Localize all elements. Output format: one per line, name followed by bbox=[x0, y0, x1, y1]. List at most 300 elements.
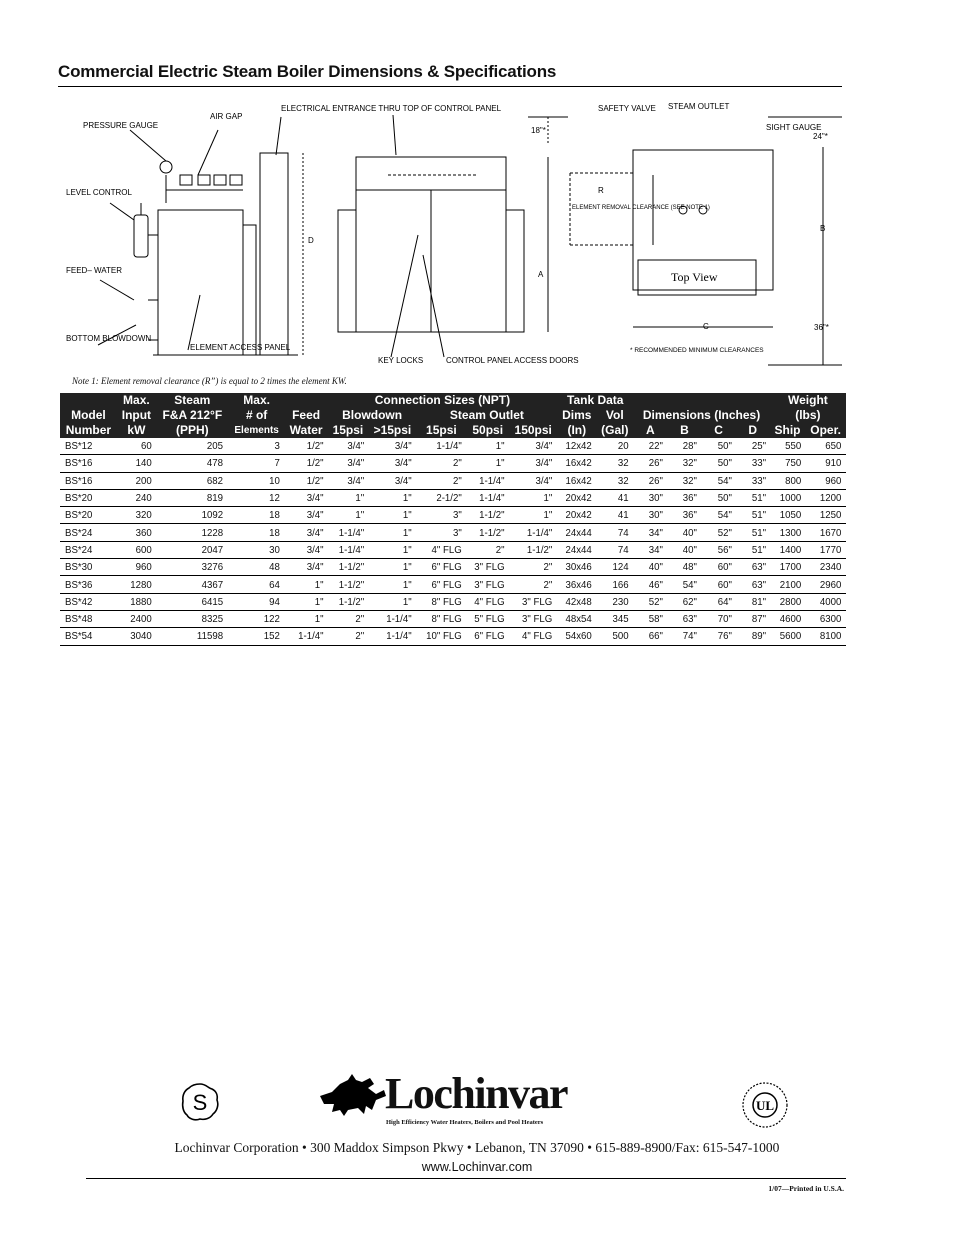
table-cell: 52" bbox=[703, 524, 734, 541]
table-cell: 46" bbox=[635, 576, 666, 593]
table-cell: 4" FLG bbox=[468, 593, 508, 610]
top-view-boiler bbox=[633, 150, 773, 290]
label-top-view: Top View bbox=[671, 270, 718, 284]
table-cell: BS*24 bbox=[62, 541, 114, 558]
table-cell: 230 bbox=[598, 593, 632, 610]
header-cell: Max. bbox=[117, 393, 156, 408]
dimension-drawing bbox=[58, 95, 842, 385]
table-cell: 3/4" bbox=[370, 472, 415, 489]
table-cell: 51" bbox=[737, 507, 768, 524]
table-cell: BS*48 bbox=[62, 610, 114, 627]
label-sight-gauge: SIGHT GAUGE bbox=[766, 123, 822, 132]
header-col: (In) bbox=[557, 423, 596, 438]
table-cell: 478 bbox=[159, 455, 226, 472]
table-cell: 76" bbox=[703, 628, 734, 645]
table-cell: 63" bbox=[669, 610, 700, 627]
table-cell: 1" bbox=[370, 593, 415, 610]
table-cell: 8" FLG bbox=[419, 610, 465, 627]
table-cell: 1" bbox=[286, 593, 326, 610]
table-cell: 94 bbox=[231, 593, 282, 610]
table-cell: 66" bbox=[635, 628, 666, 645]
table-cell: 1" bbox=[511, 507, 555, 524]
table-cell: 1" bbox=[370, 524, 415, 541]
table-cell: 166 bbox=[598, 576, 632, 593]
table-cell: 960 bbox=[118, 559, 154, 576]
table-cell: 64" bbox=[703, 593, 734, 610]
header-feed: Feed bbox=[285, 408, 328, 423]
table-cell: 1-1/2" bbox=[329, 576, 366, 593]
table-cell: 3/4" bbox=[329, 472, 366, 489]
table-cell: 6415 bbox=[159, 593, 226, 610]
table-cell: 10 bbox=[231, 472, 282, 489]
label-electrical-entrance: ELECTRICAL ENTRANCE THRU TOP OF CONTROL PANEL bbox=[281, 104, 502, 113]
table-cell: 1-1/2" bbox=[329, 559, 366, 576]
table-cell: 48x54 bbox=[559, 610, 595, 627]
table-cell: 1400 bbox=[771, 541, 804, 558]
table-cell: 1/2" bbox=[286, 472, 326, 489]
table-cell: 6300 bbox=[807, 610, 845, 627]
table-cell: 33" bbox=[737, 455, 768, 472]
header-col: Oper. bbox=[805, 423, 846, 438]
header-col: Water bbox=[285, 423, 328, 438]
table-cell: 40" bbox=[635, 559, 666, 576]
asme-s-stamp-logo bbox=[180, 1082, 220, 1122]
table-cell: 2" bbox=[419, 472, 465, 489]
table-cell: 910 bbox=[807, 455, 845, 472]
table-cell: 500 bbox=[598, 628, 632, 645]
table-cell: 20x42 bbox=[559, 507, 595, 524]
table-row bbox=[60, 524, 846, 541]
table-cell: 63" bbox=[737, 576, 768, 593]
header-col: B bbox=[667, 423, 701, 438]
table-cell: 16x42 bbox=[559, 472, 595, 489]
table-cell: 1/2" bbox=[286, 438, 326, 455]
label-dim-d: D bbox=[308, 236, 314, 245]
table-cell: 682 bbox=[159, 472, 226, 489]
table-row bbox=[60, 559, 846, 576]
label-dim-r: R bbox=[598, 186, 604, 195]
table-cell: 5600 bbox=[771, 628, 804, 645]
table-row bbox=[60, 610, 846, 627]
table-cell: 1228 bbox=[159, 524, 226, 541]
table-cell: 122 bbox=[231, 610, 282, 627]
table-cell: 3/4" bbox=[329, 438, 366, 455]
table-row bbox=[60, 576, 846, 593]
label-clearance-18: 18"* bbox=[531, 126, 546, 135]
label-feed-water: FEED– WATER bbox=[66, 266, 123, 275]
table-cell: 1050 bbox=[771, 507, 804, 524]
table-cell: 74" bbox=[669, 628, 700, 645]
table-cell: 24x44 bbox=[559, 541, 595, 558]
table-cell: 3040 bbox=[118, 628, 154, 645]
label-safety-valve: SAFETY VALVE bbox=[598, 104, 656, 113]
table-cell: BS*42 bbox=[62, 593, 114, 610]
table-cell: 3 bbox=[231, 438, 282, 455]
table-cell: 24x44 bbox=[559, 524, 595, 541]
table-cell: 30x46 bbox=[559, 559, 595, 576]
header-steam: F&A 212°F bbox=[156, 408, 229, 423]
table-cell: 2" bbox=[419, 455, 465, 472]
table-cell: 20x42 bbox=[559, 489, 595, 506]
header-col: A bbox=[633, 423, 667, 438]
label-level-control: LEVEL CONTROL bbox=[66, 188, 132, 197]
ul-listed-logo bbox=[740, 1080, 790, 1130]
table-cell: 32 bbox=[598, 472, 632, 489]
table-cell: 3/4" bbox=[511, 438, 555, 455]
table-cell: 550 bbox=[771, 438, 804, 455]
label-dim-c: C bbox=[703, 322, 709, 331]
header-connection-sizes: Connection Sizes (NPT) bbox=[328, 393, 558, 408]
table-cell: 1-1/2" bbox=[468, 507, 508, 524]
label-steam-outlet: STEAM OUTLET bbox=[668, 102, 730, 111]
table-cell: 3" FLG bbox=[511, 593, 555, 610]
table-cell: 200 bbox=[118, 472, 154, 489]
company-url[interactable]: www.Lochinvar.com bbox=[421, 1160, 533, 1174]
table-cell: 54" bbox=[669, 576, 700, 593]
table-cell: 2400 bbox=[118, 610, 154, 627]
table-cell: 3/4" bbox=[286, 489, 326, 506]
table-cell: 320 bbox=[118, 507, 154, 524]
table-cell: 1000 bbox=[771, 489, 804, 506]
table-cell: 22" bbox=[635, 438, 666, 455]
table-cell: 50" bbox=[703, 438, 734, 455]
brand-tagline: High Efficiency Water Heaters, Boilers and Pool Heaters bbox=[386, 1119, 544, 1126]
table-cell: 819 bbox=[159, 489, 226, 506]
table-cell: 1" bbox=[329, 507, 366, 524]
table-cell: 51" bbox=[737, 489, 768, 506]
table-cell: 3/4" bbox=[370, 438, 415, 455]
table-cell: 240 bbox=[118, 489, 154, 506]
table-cell: 54" bbox=[703, 507, 734, 524]
table-cell: BS*36 bbox=[62, 576, 114, 593]
table-cell: 4" FLG bbox=[419, 541, 465, 558]
specifications-table bbox=[60, 393, 846, 646]
table-cell: 34" bbox=[635, 541, 666, 558]
table-cell: 1" bbox=[468, 455, 508, 472]
table-cell: 40" bbox=[669, 524, 700, 541]
table-cell: 1" bbox=[370, 559, 415, 576]
table-row bbox=[60, 593, 846, 610]
header-num: # of bbox=[229, 408, 285, 423]
table-cell: 62" bbox=[669, 593, 700, 610]
table-cell: BS*20 bbox=[62, 507, 114, 524]
label-key-locks: KEY LOCKS bbox=[378, 356, 424, 365]
table-cell: 51" bbox=[737, 524, 768, 541]
table-cell: 1-1/4" bbox=[370, 628, 415, 645]
table-cell: 50" bbox=[703, 455, 734, 472]
table-cell: 1-1/4" bbox=[468, 489, 508, 506]
table-cell: 42x48 bbox=[559, 593, 595, 610]
table-cell: 600 bbox=[118, 541, 154, 558]
table-cell: 8325 bbox=[159, 610, 226, 627]
table-cell: 4000 bbox=[807, 593, 845, 610]
label-air-gap: AIR GAP bbox=[210, 112, 243, 121]
table-cell: 2-1/2" bbox=[419, 489, 465, 506]
table-cell: 3/4" bbox=[286, 559, 326, 576]
table-cell: 60" bbox=[703, 576, 734, 593]
label-clearance-36: 36"* bbox=[814, 323, 829, 332]
table-cell: 48 bbox=[231, 559, 282, 576]
table-cell: 36" bbox=[669, 489, 700, 506]
table-cell: 1-1/4" bbox=[329, 541, 366, 558]
label-recommended-clearances: * RECOMMENDED MINIMUM CLEARANCES bbox=[630, 347, 764, 354]
header-tank-data: Tank Data bbox=[557, 393, 633, 408]
table-cell: 30 bbox=[231, 541, 282, 558]
header-col: >15psi bbox=[368, 423, 416, 438]
table-cell: 74 bbox=[598, 541, 632, 558]
brand-name: Lochinvar bbox=[385, 1069, 568, 1118]
table-cell: 56" bbox=[703, 541, 734, 558]
table-cell: 36x46 bbox=[559, 576, 595, 593]
table-cell: 87" bbox=[737, 610, 768, 627]
table-cell: 1" bbox=[286, 576, 326, 593]
table-cell: 2" bbox=[468, 541, 508, 558]
table-cell: 800 bbox=[771, 472, 804, 489]
table-cell: 205 bbox=[159, 438, 226, 455]
table-cell: 41 bbox=[598, 489, 632, 506]
table-cell: 1" bbox=[286, 610, 326, 627]
table-cell: 58" bbox=[635, 610, 666, 627]
header-col: 15psi bbox=[328, 423, 369, 438]
table-cell: 32 bbox=[598, 455, 632, 472]
table-cell: 2" bbox=[511, 576, 555, 593]
table-cell: 6" FLG bbox=[419, 576, 465, 593]
table-cell: 51" bbox=[737, 541, 768, 558]
table-cell: 12 bbox=[231, 489, 282, 506]
table-cell: BS*16 bbox=[62, 455, 114, 472]
footer-rule bbox=[86, 1178, 846, 1179]
table-cell: 1-1/2" bbox=[468, 524, 508, 541]
table-cell: 10" FLG bbox=[419, 628, 465, 645]
header-dimensions: Dimensions (Inches) bbox=[633, 408, 770, 423]
header-weight: Weight bbox=[770, 393, 846, 408]
table-cell: 152 bbox=[231, 628, 282, 645]
table-cell: 32" bbox=[669, 472, 700, 489]
header-model: Model bbox=[60, 408, 117, 423]
table-cell: BS*54 bbox=[62, 628, 114, 645]
table-cell: 3" FLG bbox=[511, 610, 555, 627]
table-cell: 1" bbox=[511, 489, 555, 506]
table-cell: 7 bbox=[231, 455, 282, 472]
table-cell: 1-1/2" bbox=[511, 541, 555, 558]
table-cell: 1" bbox=[329, 489, 366, 506]
table-cell: 4" FLG bbox=[511, 628, 555, 645]
table-cell: 28" bbox=[669, 438, 700, 455]
table-cell: 60" bbox=[703, 559, 734, 576]
table-cell: 2960 bbox=[807, 576, 845, 593]
table-cell: 3" FLG bbox=[468, 576, 508, 593]
table-cell: 2" bbox=[511, 559, 555, 576]
lochinvar-horse-logo bbox=[318, 1070, 388, 1120]
table-cell: 1092 bbox=[159, 507, 226, 524]
table-cell: 3/4" bbox=[370, 455, 415, 472]
table-cell: BS*12 bbox=[62, 438, 114, 455]
header-lbs: (lbs) bbox=[770, 408, 846, 423]
title-rule bbox=[58, 86, 842, 87]
label-clearance-24: 24"* bbox=[813, 132, 828, 141]
table-cell: 3276 bbox=[159, 559, 226, 576]
table-cell: 1-1/2" bbox=[329, 593, 366, 610]
note-element-removal: Note 1: Element removal clearance (R”) is equal to 2 times the element KW. bbox=[72, 376, 347, 386]
table-cell: 5" FLG bbox=[468, 610, 508, 627]
table-cell: 3/4" bbox=[286, 524, 326, 541]
table-cell: 3/4" bbox=[286, 541, 326, 558]
header-col: Elements bbox=[229, 423, 285, 438]
table-cell: 1770 bbox=[807, 541, 845, 558]
table-cell: 1250 bbox=[807, 507, 845, 524]
header-col: D bbox=[736, 423, 770, 438]
header-col: 150psi bbox=[509, 423, 557, 438]
header-col: C bbox=[702, 423, 736, 438]
header-col: kW bbox=[117, 423, 156, 438]
table-cell: 26" bbox=[635, 472, 666, 489]
header-col: Ship bbox=[770, 423, 805, 438]
table-row bbox=[60, 438, 846, 455]
table-cell: 1670 bbox=[807, 524, 845, 541]
table-cell: 3/4" bbox=[511, 472, 555, 489]
side-view-boiler-body bbox=[158, 210, 243, 355]
table-cell: 11598 bbox=[159, 628, 226, 645]
header-cell bbox=[60, 393, 117, 408]
table-cell: 8" FLG bbox=[419, 593, 465, 610]
table-cell: BS*20 bbox=[62, 489, 114, 506]
table-cell: 34" bbox=[635, 524, 666, 541]
table-cell: 18 bbox=[231, 507, 282, 524]
table-cell: 70" bbox=[703, 610, 734, 627]
table-cell: 3/4" bbox=[286, 507, 326, 524]
header-col: 15psi bbox=[417, 423, 467, 438]
header-col: (PPH) bbox=[156, 423, 229, 438]
table-cell: 40" bbox=[669, 541, 700, 558]
table-cell: 650 bbox=[807, 438, 845, 455]
table-cell: 1300 bbox=[771, 524, 804, 541]
table-cell: 3/4" bbox=[329, 455, 366, 472]
header-dims: Dims bbox=[557, 408, 596, 423]
table-cell: 32" bbox=[669, 455, 700, 472]
table-cell: 2047 bbox=[159, 541, 226, 558]
table-cell: 48" bbox=[669, 559, 700, 576]
table-cell: 50" bbox=[703, 489, 734, 506]
table-cell: 2800 bbox=[771, 593, 804, 610]
table-row bbox=[60, 472, 846, 489]
table-cell: 16x42 bbox=[559, 455, 595, 472]
table-cell: 18 bbox=[231, 524, 282, 541]
page-title: Commercial Electric Steam Boiler Dimensions & Specifications bbox=[58, 62, 557, 81]
table-cell: 1200 bbox=[807, 489, 845, 506]
table-cell: 1" bbox=[468, 438, 508, 455]
table-row bbox=[60, 541, 846, 558]
label-element-removal: ELEMENT REMOVAL CLEARANCE (SEE NOTE 1) bbox=[572, 205, 710, 211]
table-cell: 3/4" bbox=[511, 455, 555, 472]
table-row bbox=[60, 489, 846, 506]
label-dim-b: B bbox=[820, 224, 826, 233]
table-cell: 3" FLG bbox=[468, 559, 508, 576]
header-blowdown: Blowdown bbox=[328, 408, 417, 423]
table-cell: 41 bbox=[598, 507, 632, 524]
table-cell: 360 bbox=[118, 524, 154, 541]
table-cell: 30" bbox=[635, 507, 666, 524]
table-cell: 64 bbox=[231, 576, 282, 593]
table-cell: BS*30 bbox=[62, 559, 114, 576]
table-cell: 81" bbox=[737, 593, 768, 610]
table-cell: 1-1/4" bbox=[511, 524, 555, 541]
table-cell: 1-1/4" bbox=[286, 628, 326, 645]
table-cell: 1" bbox=[370, 541, 415, 558]
header-vol: Vol bbox=[596, 408, 633, 423]
svg-text:S: S bbox=[192, 1090, 208, 1115]
header-col: (Gal) bbox=[596, 423, 633, 438]
header-col: Number bbox=[60, 423, 117, 438]
table-cell: 26" bbox=[635, 455, 666, 472]
table-cell: 25" bbox=[737, 438, 768, 455]
header-input: Input bbox=[117, 408, 156, 423]
table-cell: BS*24 bbox=[62, 524, 114, 541]
boiler-diagrams bbox=[58, 95, 842, 385]
print-date: 1/07—Printed in U.S.A. bbox=[768, 1184, 844, 1193]
table-cell: 89" bbox=[737, 628, 768, 645]
table-cell: 1-1/4" bbox=[419, 438, 465, 455]
company-address: Lochinvar Corporation • 300 Maddox Simpson Pkwy • Lebanon, TN 37090 • 615-889-8900/Fax: 615-547-1000 bbox=[174, 1140, 780, 1155]
table-cell: 12x42 bbox=[559, 438, 595, 455]
table-cell: 4367 bbox=[159, 576, 226, 593]
table-cell: 1880 bbox=[118, 593, 154, 610]
table-cell: 1" bbox=[370, 576, 415, 593]
label-pressure-gauge: PRESSURE GAUGE bbox=[83, 121, 159, 130]
table-cell: 6" FLG bbox=[468, 628, 508, 645]
table-cell: 52" bbox=[635, 593, 666, 610]
label-dim-a: A bbox=[538, 270, 544, 279]
table-cell: 8100 bbox=[807, 628, 845, 645]
table-cell: 1" bbox=[370, 507, 415, 524]
table-cell: 750 bbox=[771, 455, 804, 472]
table-cell: 2100 bbox=[771, 576, 804, 593]
table-cell: 1/2" bbox=[286, 455, 326, 472]
table-cell: 2340 bbox=[807, 559, 845, 576]
table-cell: 124 bbox=[598, 559, 632, 576]
table-cell: 36" bbox=[669, 507, 700, 524]
table-row bbox=[60, 455, 846, 472]
table-cell: 60 bbox=[118, 438, 154, 455]
table-cell: 1" bbox=[370, 489, 415, 506]
table-cell: 54" bbox=[703, 472, 734, 489]
table-cell: 1-1/4" bbox=[468, 472, 508, 489]
header-cell: Steam bbox=[156, 393, 229, 408]
label-control-panel-access: CONTROL PANEL ACCESS DOORS bbox=[446, 356, 579, 365]
table-cell: 4600 bbox=[771, 610, 804, 627]
table-row bbox=[60, 628, 846, 645]
table-cell: 30" bbox=[635, 489, 666, 506]
table-cell: 33" bbox=[737, 472, 768, 489]
table-cell: 54x60 bbox=[559, 628, 595, 645]
table-row bbox=[60, 507, 846, 524]
table-cell: 74 bbox=[598, 524, 632, 541]
table-cell: 2" bbox=[329, 628, 366, 645]
table-cell: 2" bbox=[329, 610, 366, 627]
table-cell: 3" bbox=[419, 507, 465, 524]
table-cell: 1-1/4" bbox=[329, 524, 366, 541]
table-cell: 63" bbox=[737, 559, 768, 576]
table-cell: 6" FLG bbox=[419, 559, 465, 576]
table-cell: 345 bbox=[598, 610, 632, 627]
header-col: 50psi bbox=[466, 423, 509, 438]
table-cell: 1280 bbox=[118, 576, 154, 593]
header-steam-outlet: Steam Outlet bbox=[417, 408, 558, 423]
table-cell: 1-1/4" bbox=[370, 610, 415, 627]
table-cell: 960 bbox=[807, 472, 845, 489]
table-cell: 20 bbox=[598, 438, 632, 455]
table-cell: 140 bbox=[118, 455, 154, 472]
svg-text:UL: UL bbox=[755, 1098, 775, 1113]
